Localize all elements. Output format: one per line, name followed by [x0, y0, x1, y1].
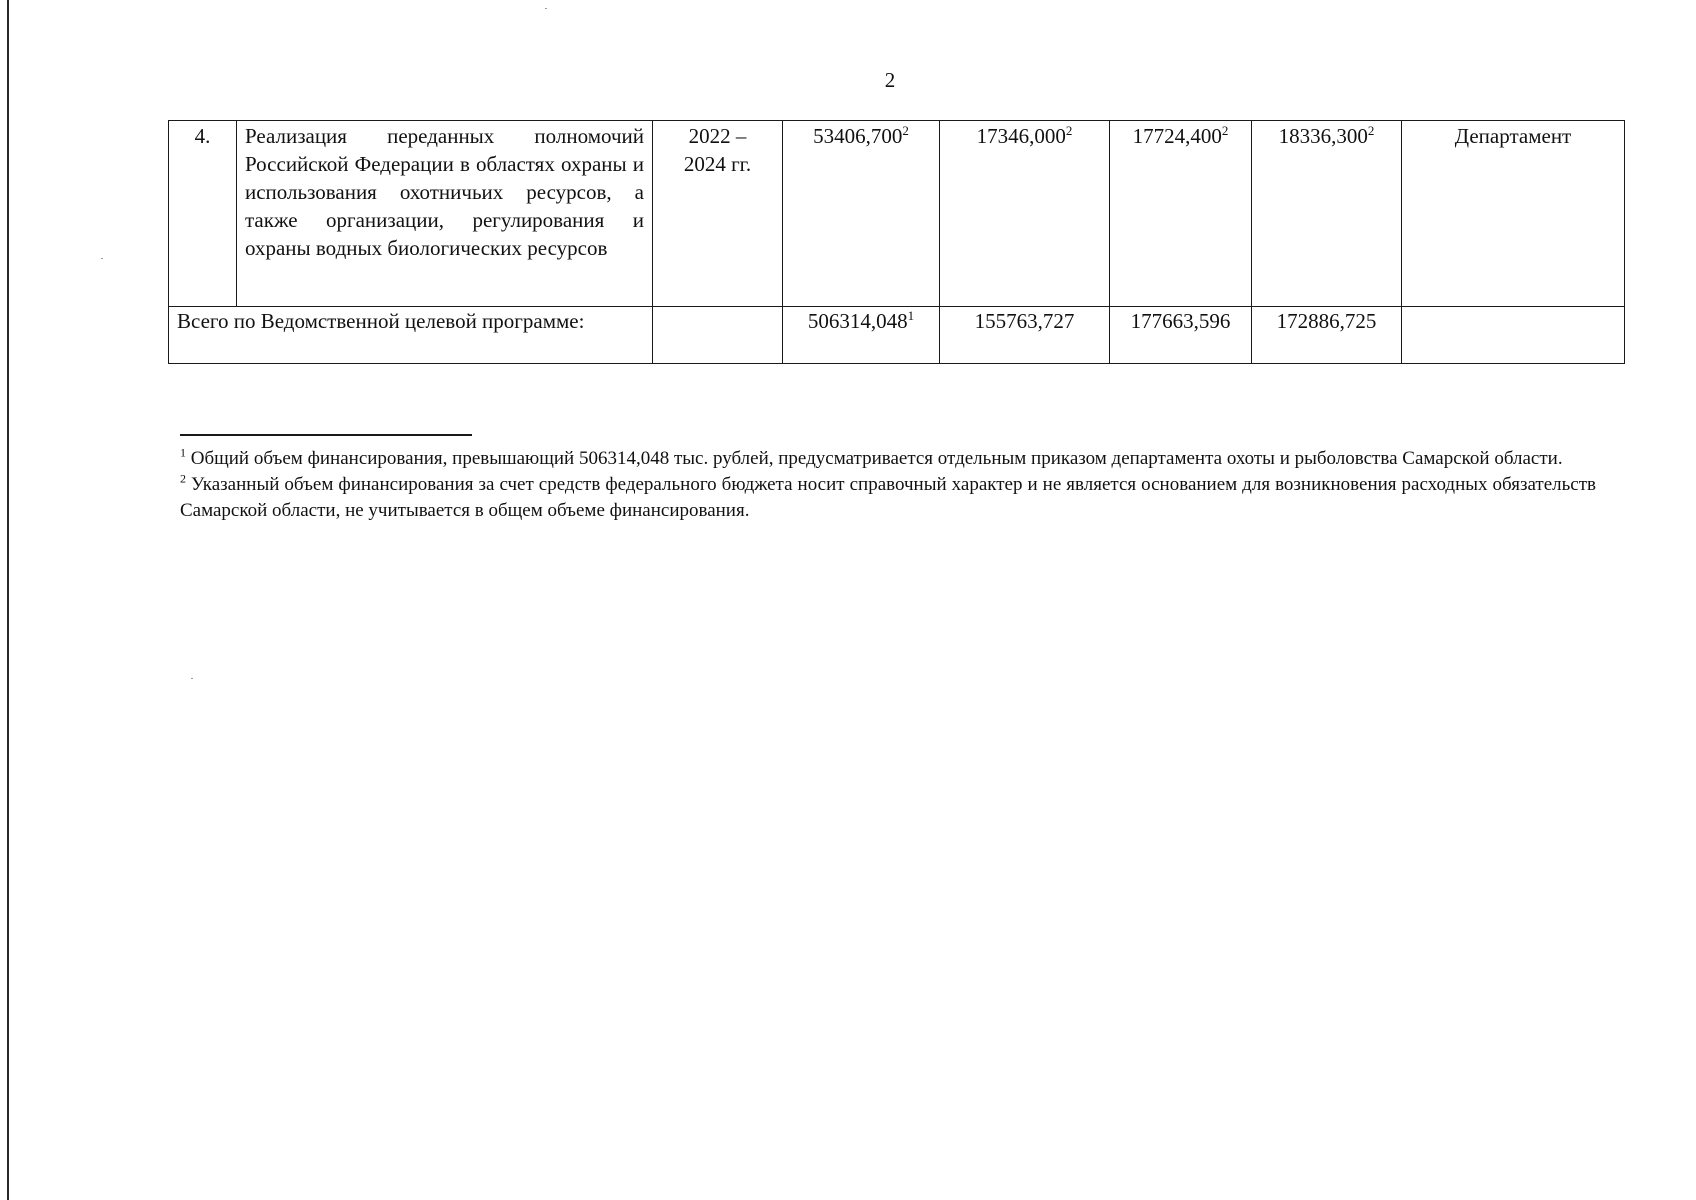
footnote-text: Указанный объем финансирования за счет средств федерального бюджета носит справочный характер и не является основанием для возникновения расходных обязательств Самарской области, не учитывается в общем объеме финансирования.: [180, 474, 1596, 521]
executor: Департамент: [1454, 124, 1572, 148]
grand-year3: 172886,725: [1276, 309, 1377, 333]
grand-year2-cell: [1110, 307, 1252, 364]
total-amount: 53406,700: [813, 124, 903, 148]
activity-description-cell: [237, 121, 653, 307]
year3-amount-cell: [1252, 121, 1402, 307]
footnotes: [180, 446, 1596, 524]
total-label-cell: [169, 307, 653, 364]
year2-amount: 17724,400: [1132, 124, 1222, 148]
scan-left-edge: [7, 0, 9, 1200]
grand-year1: 155763,727: [974, 309, 1075, 333]
row-number: 4.: [194, 124, 211, 148]
program-table: [168, 120, 1625, 364]
page-number: 2: [884, 68, 896, 92]
footnote-2: [180, 472, 1596, 524]
scan-speck: [545, 8, 547, 9]
year1-amount: 17346,000: [976, 124, 1066, 148]
year3-amount: 18336,300: [1278, 124, 1368, 148]
empty-executor-cell: [1402, 307, 1625, 364]
footnote-ref: 2: [1065, 123, 1073, 138]
footnote-text: Общий объем финансирования, превышающий 506314,048 тыс. рублей, предусматривается отдельным приказом департамента охоты и рыболовства Самарской области.: [186, 448, 1563, 469]
executor-cell: [1402, 121, 1625, 307]
footnote-mark: 1: [180, 445, 186, 460]
grand-total: 506314,048: [807, 309, 908, 333]
scan-speck: [101, 258, 103, 259]
grand-year3-cell: [1252, 307, 1402, 364]
row-number-cell: [169, 121, 237, 307]
footnote-1: [180, 446, 1596, 472]
year2-amount-cell: [1110, 121, 1252, 307]
total-amount-cell: [783, 121, 940, 307]
table-row-total: [169, 307, 1625, 364]
table-row: [169, 121, 1625, 307]
period-end: 2024 гг.: [683, 152, 752, 176]
footnote-ref: 2: [1221, 123, 1229, 138]
period-cell: [653, 121, 783, 307]
footnote-ref: 2: [1367, 123, 1375, 138]
grand-total-cell: [783, 307, 940, 364]
empty-period-cell: [653, 307, 783, 364]
footnote-mark: 2: [180, 471, 186, 486]
total-label: Всего по Ведомственной целевой программе:: [177, 309, 585, 333]
year1-amount-cell: [940, 121, 1110, 307]
footnote-separator: [180, 434, 472, 436]
grand-year2: 177663,596: [1130, 309, 1231, 333]
grand-year1-cell: [940, 307, 1110, 364]
footnote-ref: 2: [902, 123, 909, 138]
scan-speck: [191, 678, 193, 679]
period-start: 2022 –: [688, 124, 747, 148]
activity-description: Реализация переданных полномочий Российской Федерации в областях охраны и использования охотничьих ресурсов, а также организации, регулирования и охраны водных биологических ресурсов: [245, 124, 644, 260]
footnote-ref: 1: [907, 308, 915, 323]
